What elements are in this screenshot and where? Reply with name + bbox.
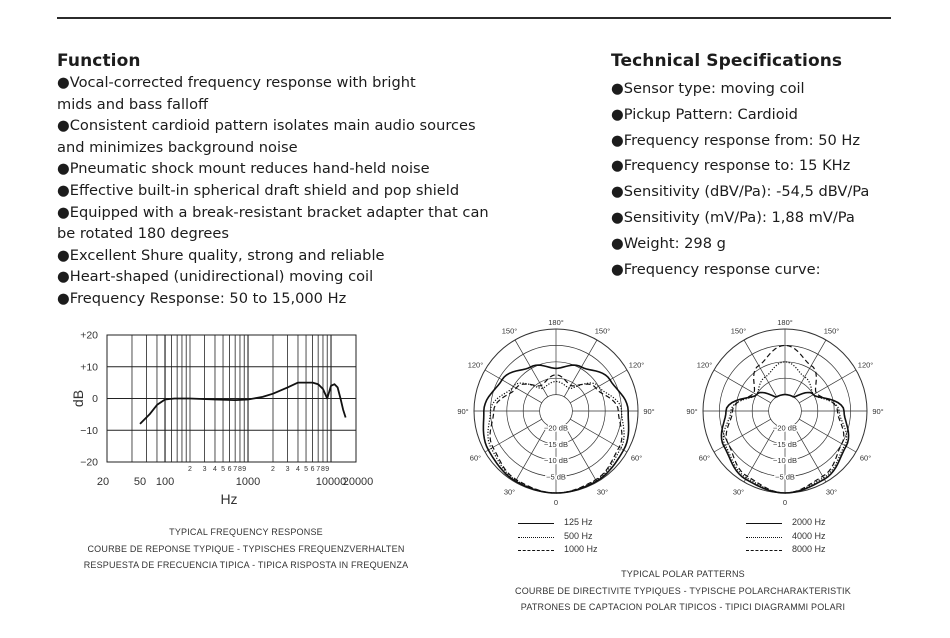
x-tick-label: 50 <box>133 476 147 488</box>
x-tick-label: 20000 <box>342 476 374 488</box>
legend-swatch-dotted <box>518 537 554 538</box>
polar-patterns-chart <box>450 315 930 515</box>
x-minor-tick-label: 7 <box>233 466 238 473</box>
list-item: ●Sensor type: moving coil <box>611 80 805 97</box>
list-item: ●Effective built-in spherical draft shield and pop shield <box>57 181 460 199</box>
polar-spoke <box>793 425 826 482</box>
polar-angle-label: 90° <box>872 407 884 416</box>
x-tick-label: 1000 <box>235 476 261 488</box>
x-tick-label: 20 <box>96 476 110 488</box>
x-minor-tick-label: 3 <box>202 466 207 473</box>
polar-chart-left <box>457 318 654 507</box>
polar-angle-label: 90° <box>643 407 655 416</box>
legend-label: 4000 Hz <box>792 530 826 541</box>
polar-spoke <box>515 425 548 482</box>
polar-angle-label: 30° <box>825 487 838 497</box>
polar-legend-left <box>518 517 628 558</box>
legend-item <box>518 531 628 545</box>
polar-legend-right <box>746 517 856 558</box>
polar-angle-label: 60° <box>859 453 872 463</box>
y-tick-label: 0 <box>92 393 98 405</box>
x-minor-tick-label: 8 <box>321 466 325 473</box>
list-item: ●Pickup Pattern: Cardioid <box>611 105 798 123</box>
polar-spoke <box>714 419 771 452</box>
list-item: ●Weight: 298 g <box>611 234 726 252</box>
top-divider <box>57 17 891 19</box>
list-item: ●Sensitivity (mV/Pa): 1,88 mV/Pa <box>611 208 855 226</box>
list-item: ●Frequency response from: 50 Hz <box>611 131 861 149</box>
polar-db-label: −15 dB <box>544 439 568 449</box>
polar-angle-label: 120° <box>467 360 484 370</box>
y-tick-label: −20 <box>80 456 98 469</box>
polar-spoke <box>485 419 542 452</box>
polar-angle-label: 0 <box>553 498 559 507</box>
polar-angle-label: 150° <box>501 326 518 336</box>
freq-labels <box>70 330 373 508</box>
polar-spoke <box>799 419 856 452</box>
x-tick-label: 100 <box>155 476 175 488</box>
legend-label: 500 Hz <box>564 530 593 541</box>
freq-caption-line: RESPUESTA DE FRECUENCIA TIPICA - TIPICA RISPOSTA IN FREQUENZA <box>83 560 409 570</box>
y-tick-label: −10 <box>80 424 98 437</box>
freq-grid <box>107 335 356 462</box>
list-item: ●Vocal-corrected frequency response with bright <box>57 74 416 91</box>
polar-spoke <box>515 340 548 397</box>
polar-spoke <box>744 340 777 397</box>
polar-db-label: −10 dB <box>773 456 797 466</box>
legend-item <box>746 517 856 531</box>
x-minor-tick-label: 8 <box>238 466 242 473</box>
list-item: ●Consistent cardioid pattern isolates main audio sources <box>57 117 476 135</box>
polar-angle-label: 90° <box>457 407 469 416</box>
polar-spoke <box>799 370 856 403</box>
polar-spoke <box>744 425 777 482</box>
legend-item <box>746 531 856 545</box>
legend-swatch-dotted <box>746 537 782 538</box>
list-item: ●Pneumatic shock mount reduces hand-held noise <box>57 160 430 178</box>
list-item: ●Frequency response curve: <box>611 260 821 278</box>
y-axis-label: dB <box>70 389 86 408</box>
legend-swatch-dashed <box>746 550 782 551</box>
polar-db-label: −20 dB <box>544 423 568 433</box>
polar-spoke <box>793 340 826 397</box>
legend-label: 8000 Hz <box>792 544 826 554</box>
list-item: mids and bass falloff <box>57 95 209 113</box>
x-minor-tick-label: 5 <box>221 466 225 473</box>
x-minor-tick-label: 2 <box>188 466 192 473</box>
legend-label: 1000 Hz <box>564 544 598 554</box>
polar-db-label: −5 dB <box>546 472 566 482</box>
x-minor-tick-label: 2 <box>271 466 275 473</box>
legend-item <box>518 517 628 531</box>
polar-angle-label: 180° <box>548 318 564 327</box>
list-item: ●Frequency response to: 15 KHz <box>611 157 851 175</box>
list-item: ●Sensitivity (dBV/Pa): -54,5 dBV/Pa <box>611 183 870 201</box>
frequency-response-curve <box>140 383 346 424</box>
legend-item <box>746 544 856 558</box>
y-tick-label: +10 <box>80 361 98 374</box>
polar-spoke <box>570 370 627 403</box>
polar-caption <box>430 566 936 616</box>
polar-spoke <box>570 419 627 452</box>
legend-swatch-solid <box>518 523 554 524</box>
polar-angle-label: 60° <box>698 453 711 463</box>
freq-curve-group <box>140 383 346 424</box>
polar-angle-label: 180° <box>777 318 793 327</box>
polar-spoke <box>564 425 597 482</box>
polar-angle-label: 60° <box>469 453 482 463</box>
freq-caption-line: TYPICAL FREQUENCY RESPONSE <box>169 527 323 537</box>
list-item: and minimizes background noise <box>57 138 298 156</box>
frequency-caption <box>40 524 452 574</box>
polar-angle-label: 120° <box>857 360 874 370</box>
legend-label: 2000 Hz <box>792 517 826 527</box>
polar-spoke <box>714 370 771 403</box>
legend-swatch-solid <box>746 523 782 524</box>
x-minor-tick-label: 6 <box>227 466 232 473</box>
x-minor-tick-label: 5 <box>304 466 308 473</box>
list-item: ●Heart-shaped (unidirectional) moving coil <box>57 268 374 286</box>
x-minor-tick-label: 4 <box>296 466 300 473</box>
polar-db-label: −15 dB <box>773 439 797 449</box>
legend-item <box>518 544 628 558</box>
specs-list <box>611 76 869 282</box>
polar-angle-label: 120° <box>628 360 645 370</box>
polar-angle-label: 0 <box>782 498 788 507</box>
polar-angle-label: 30° <box>732 487 745 497</box>
x-minor-tick-label: 9 <box>325 466 330 473</box>
function-heading: Function <box>57 51 141 71</box>
x-minor-tick-label: 3 <box>285 466 290 473</box>
polar-angle-label: 150° <box>823 326 840 336</box>
polar-db-label: −5 dB <box>775 472 795 482</box>
polar-angle-label: 90° <box>686 407 698 416</box>
polar-angle-label: 30° <box>503 487 516 497</box>
x-tick-label: 10000 <box>315 476 347 488</box>
legend-swatch-dashed <box>518 550 554 551</box>
polar-caption-line: PATRONES DE CAPTACION POLAR TIPICOS - TIPICI DIAGRAMMI POLARI <box>520 602 846 612</box>
x-minor-tick-label: 6 <box>310 466 315 473</box>
x-minor-tick-label: 7 <box>316 466 321 473</box>
polar-caption-line: TYPICAL POLAR PATTERNS <box>621 569 745 579</box>
list-item: be rotated 180 degrees <box>57 225 229 243</box>
polar-db-label: −10 dB <box>544 456 568 466</box>
polar-chart-right <box>686 318 883 507</box>
frequency-response-chart <box>0 320 470 510</box>
specs-heading: Technical Specifications <box>611 51 843 71</box>
x-minor-tick-label: 9 <box>242 466 247 473</box>
list-item: ●Excellent Shure quality, strong and reliable <box>57 246 385 264</box>
polar-angle-label: 60° <box>630 453 643 463</box>
x-minor-tick-label: 4 <box>213 466 217 473</box>
polar-db-label: −20 dB <box>773 423 797 433</box>
freq-caption-line: COURBE DE REPONSE TYPIQUE - TYPISCHES FREQUENZVERHALTEN <box>87 543 405 554</box>
x-axis-label: Hz <box>220 491 238 507</box>
polar-angle-label: 150° <box>730 326 747 336</box>
list-item: ●Frequency Response: 50 to 15,000 Hz <box>57 289 347 307</box>
y-tick-label: +20 <box>80 329 98 342</box>
polar-angle-label: 120° <box>696 360 713 370</box>
legend-label: 125 Hz <box>564 517 593 527</box>
polar-angle-label: 150° <box>594 326 611 336</box>
polar-caption-line: COURBE DE DIRECTIVITE TYPIQUES - TYPISCHE POLARCHARAKTERISTIK <box>515 585 851 596</box>
function-list <box>57 72 489 310</box>
polar-angle-label: 30° <box>596 487 609 497</box>
list-item: ●Equipped with a break-resistant bracket adapter that can <box>57 203 489 221</box>
